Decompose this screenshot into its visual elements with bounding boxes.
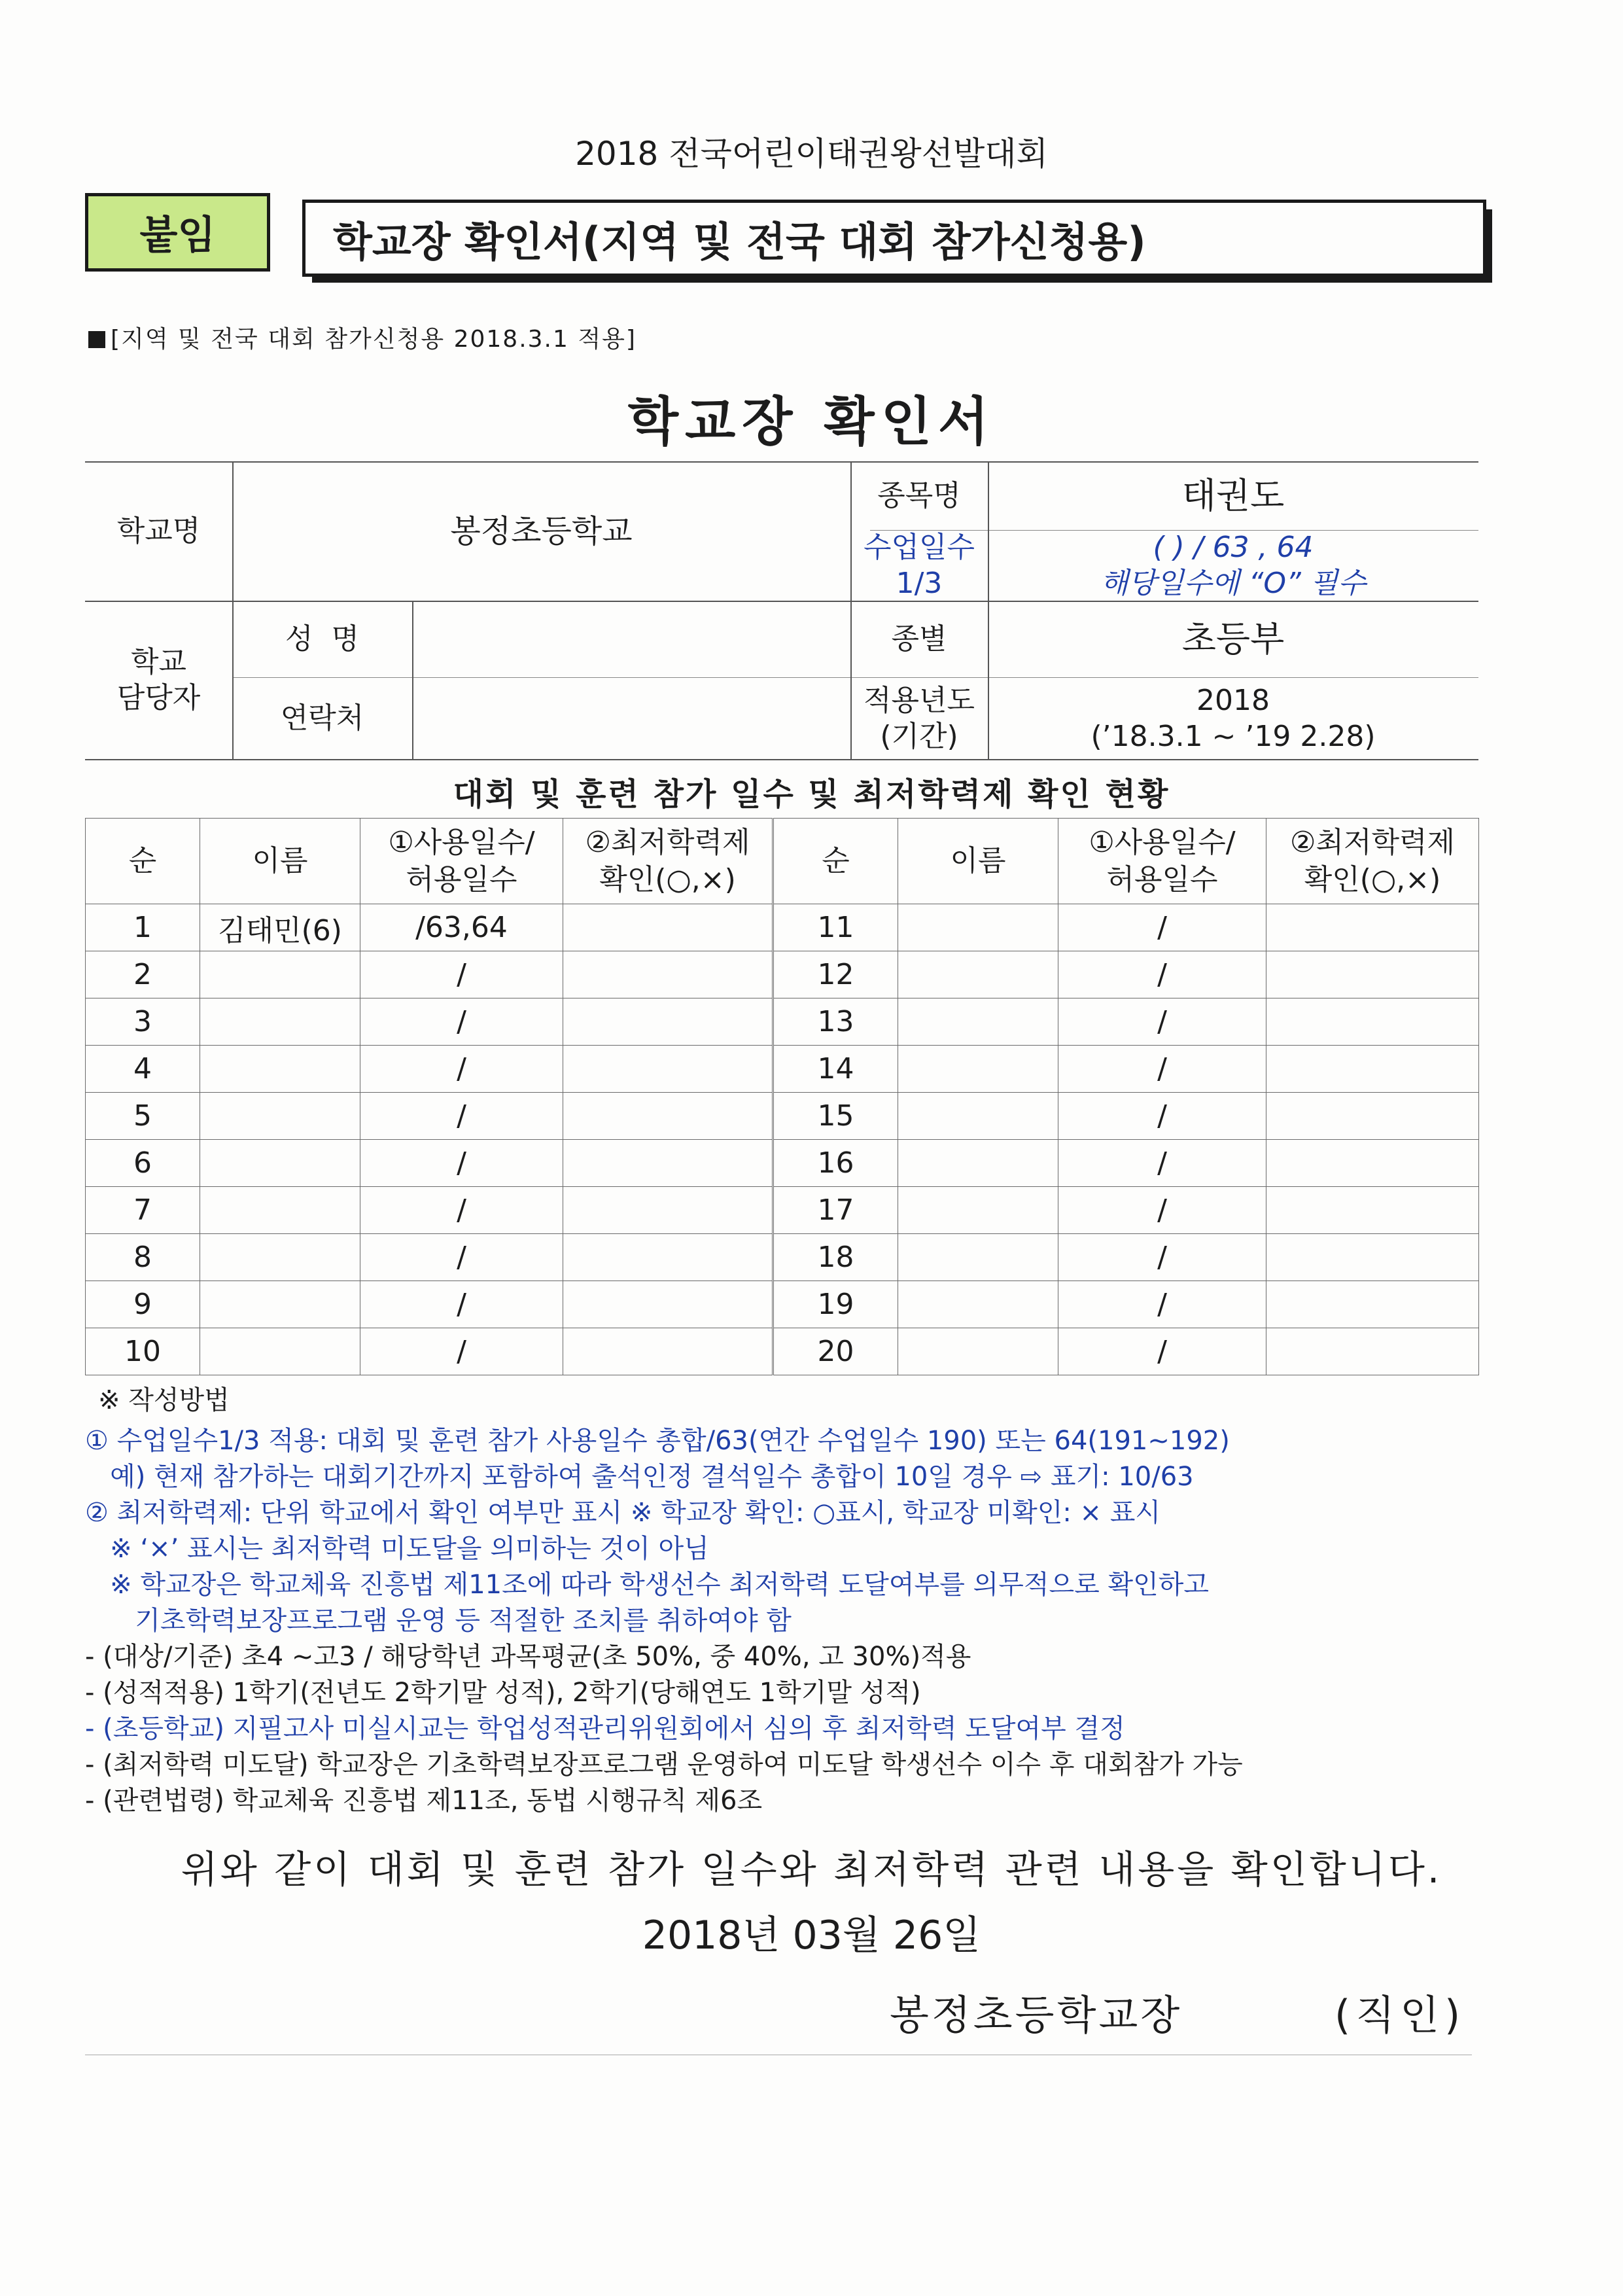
row-academic-check bbox=[1266, 951, 1479, 998]
school-value: 봉정초등학교 bbox=[450, 512, 633, 550]
header-days bbox=[1058, 819, 1266, 904]
row-academic-check bbox=[563, 1140, 773, 1187]
row-name bbox=[898, 904, 1058, 951]
document-title: 학교장 확인서 bbox=[627, 391, 996, 452]
applied-note-text: [지역 및 전국 대회 참가신청용 2018.3.1 적용] bbox=[111, 326, 637, 353]
info-border-bottom bbox=[85, 759, 1478, 760]
row-days: / bbox=[1058, 1234, 1266, 1281]
row-days: / bbox=[1058, 1140, 1266, 1187]
row-days: / bbox=[1058, 951, 1266, 998]
note-line: ① 수업일수1/3 적용: 대회 및 훈련 참가 사용일수 총합/63(연간 수업일수 190) 또는 64(191~192) bbox=[85, 1426, 1230, 1456]
row-name bbox=[200, 1093, 360, 1140]
staff-label-line2: 담당자 bbox=[116, 681, 201, 715]
row-name bbox=[200, 951, 360, 998]
row-number: 15 bbox=[774, 1093, 898, 1140]
row-number: 8 bbox=[86, 1234, 200, 1281]
table-row bbox=[774, 904, 1479, 951]
applied-note bbox=[88, 321, 637, 354]
section-title: 대회 및 훈련 참가 일수 및 최저학력제 확인 현황 bbox=[453, 776, 1170, 813]
header-days bbox=[360, 819, 563, 904]
table-row bbox=[86, 998, 773, 1046]
table-row bbox=[774, 1093, 1479, 1140]
row-name bbox=[200, 998, 360, 1046]
row-number: 18 bbox=[774, 1234, 898, 1281]
row-academic-check bbox=[1266, 1140, 1479, 1187]
confirmation-text: 위와 같이 대회 및 훈련 참가 일수와 최저학력 관련 내용을 확인합니다. bbox=[181, 1847, 1442, 1892]
row-number: 13 bbox=[774, 998, 898, 1046]
row-number: 4 bbox=[86, 1046, 200, 1093]
table-header-row bbox=[86, 819, 773, 904]
note-line: - (관련법령) 학교체육 진흥법 제11조, 동법 시행규칙 제6조 bbox=[85, 1786, 763, 1816]
row-days: / bbox=[360, 1281, 563, 1328]
row-academic-check bbox=[1266, 1234, 1479, 1281]
row-days: / bbox=[1058, 904, 1266, 951]
principal-name: 봉정초등학교장 bbox=[890, 1991, 1183, 2039]
row-number: 16 bbox=[774, 1140, 898, 1187]
row-number: 3 bbox=[86, 998, 200, 1046]
row-number: 7 bbox=[86, 1187, 200, 1234]
row-days: / bbox=[1058, 1328, 1266, 1375]
participation-table-right bbox=[773, 818, 1479, 1375]
row-number: 9 bbox=[86, 1281, 200, 1328]
row-days: / bbox=[1058, 1046, 1266, 1093]
table-row bbox=[774, 1187, 1479, 1234]
days-value-line2: 해당일수에 “O” 필수 bbox=[1100, 567, 1366, 600]
year-value-line2: (’18.3.1 ~ ’19 2.28) bbox=[1091, 719, 1376, 753]
sport-value: 태권도 bbox=[1181, 474, 1285, 516]
attachment-tag: 붙임 bbox=[85, 193, 270, 272]
row-academic-check bbox=[1266, 1046, 1479, 1093]
row-name bbox=[200, 1140, 360, 1187]
row-number: 12 bbox=[774, 951, 898, 998]
table-row bbox=[774, 1046, 1479, 1093]
note-line: ※ ‘×’ 표시는 최저학력 미도달을 의미하는 것이 아님 bbox=[85, 1534, 709, 1564]
year-label-line1: 적용년도 bbox=[863, 683, 975, 717]
header-name: 이름 bbox=[898, 819, 1058, 904]
row-number: 14 bbox=[774, 1046, 898, 1093]
row-academic-check bbox=[1266, 1281, 1479, 1328]
row-days: / bbox=[1058, 1093, 1266, 1140]
row-academic-check bbox=[563, 1234, 773, 1281]
row-number: 10 bbox=[86, 1328, 200, 1375]
name-value bbox=[412, 601, 850, 677]
sport-label: 종목명 bbox=[877, 479, 961, 512]
row-number: 11 bbox=[774, 904, 898, 951]
table-row bbox=[86, 1187, 773, 1234]
note-line: 예) 현재 참가하는 대회기간까지 포함하여 출석인정 결석일수 총합이 10일 경우 ⇨ 표기: 10/63 bbox=[85, 1462, 1194, 1492]
table-row bbox=[774, 1234, 1479, 1281]
form-title bbox=[302, 200, 1486, 277]
year-value bbox=[988, 677, 1478, 759]
days-value bbox=[988, 530, 1478, 601]
row-name bbox=[898, 1140, 1058, 1187]
table-header-row bbox=[774, 819, 1479, 904]
row-academic-check bbox=[563, 998, 773, 1046]
row-academic-check bbox=[1266, 998, 1479, 1046]
row-days: / bbox=[1058, 1281, 1266, 1328]
note-line: - (최저학력 미도달) 학교장은 기초학력보장프로그램 운영하여 미도달 학생선수 이수 후 대회참가 가능 bbox=[85, 1750, 1243, 1780]
note-line: - (초등학교) 지필고사 미실시교는 학업성적관리위원회에서 심의 후 최저학력 도달여부 결정 bbox=[85, 1714, 1125, 1744]
table-row bbox=[86, 1328, 773, 1375]
header-name: 이름 bbox=[200, 819, 360, 904]
table-row bbox=[774, 998, 1479, 1046]
row-name bbox=[898, 1234, 1058, 1281]
header-days-line1: ①사용일수/ bbox=[1089, 825, 1236, 859]
row-number: 2 bbox=[86, 951, 200, 998]
row-name bbox=[200, 1328, 360, 1375]
table-row bbox=[774, 1281, 1479, 1328]
row-number: 6 bbox=[86, 1140, 200, 1187]
header-academic-line1: ②최저학력제 bbox=[585, 825, 750, 859]
header-academic-line2: 확인(○,×) bbox=[599, 863, 736, 896]
row-days: / bbox=[360, 1328, 563, 1375]
row-days: /63,64 bbox=[360, 904, 563, 951]
row-days: / bbox=[1058, 1187, 1266, 1234]
row-days: / bbox=[360, 1187, 563, 1234]
days-label-line1: 수업일수 bbox=[863, 531, 975, 564]
row-academic-check bbox=[563, 1281, 773, 1328]
header-academic bbox=[563, 819, 773, 904]
notes-list bbox=[85, 1423, 1544, 1819]
table-row bbox=[774, 1328, 1479, 1375]
row-name bbox=[898, 998, 1058, 1046]
days-label-line2: 1/3 bbox=[896, 567, 943, 600]
year-label-line2: (기간) bbox=[880, 719, 958, 753]
table-row bbox=[86, 1093, 773, 1140]
row-academic-check bbox=[563, 1328, 773, 1375]
row-academic-check bbox=[1266, 1328, 1479, 1375]
row-academic-check bbox=[563, 1093, 773, 1140]
header-no: 순 bbox=[774, 819, 898, 904]
table-row bbox=[774, 951, 1479, 998]
form-title-text: 학교장 확인서(지역 및 전국 대회 참가신청용) bbox=[333, 217, 1146, 266]
row-academic-check bbox=[1266, 1093, 1479, 1140]
row-days: / bbox=[1058, 998, 1266, 1046]
row-academic-check bbox=[563, 1046, 773, 1093]
row-days: / bbox=[360, 998, 563, 1046]
header-days-line2: 허용일수 bbox=[1106, 863, 1218, 896]
header-days-line1: ①사용일수/ bbox=[388, 825, 535, 859]
event-title: 2018 전국어린이태권왕선발대회 bbox=[575, 135, 1048, 173]
note-line: - (성적적용) 1학기(전년도 2학기말 성적), 2학기(당해연도 1학기말 성적) bbox=[85, 1678, 921, 1708]
table-row bbox=[86, 1234, 773, 1281]
seal-label: (직인) bbox=[1335, 1991, 1466, 2039]
row-days: / bbox=[360, 1140, 563, 1187]
row-name bbox=[200, 1046, 360, 1093]
row-name bbox=[898, 1187, 1058, 1234]
row-name bbox=[200, 1281, 360, 1328]
row-academic-check bbox=[563, 1187, 773, 1234]
note-line: ※ 학교장은 학교체육 진흥법 제11조에 따라 학생선수 최저학력 도달여부를 의무적으로 확인하고 bbox=[85, 1570, 1210, 1600]
row-academic-check bbox=[1266, 1187, 1479, 1234]
row-name bbox=[200, 1234, 360, 1281]
table-row bbox=[86, 951, 773, 998]
note-line: ② 최저학력제: 단위 학교에서 확인 여부만 표시 ※ 학교장 확인: ○표시, 학교장 미확인: × 표시 bbox=[85, 1498, 1161, 1528]
year-label bbox=[850, 677, 988, 759]
row-days: / bbox=[360, 1046, 563, 1093]
row-academic-check bbox=[563, 951, 773, 998]
division-label: 종별 bbox=[891, 622, 947, 656]
note-line: - (대상/기준) 초4 ~고3 / 해당학년 과목평균(초 50%, 중 40%, 고 30%)적용 bbox=[85, 1642, 971, 1672]
row-name bbox=[898, 951, 1058, 998]
row-number: 20 bbox=[774, 1328, 898, 1375]
row-name bbox=[898, 1046, 1058, 1093]
row-number: 5 bbox=[86, 1093, 200, 1140]
header-days-line2: 허용일수 bbox=[406, 863, 517, 896]
issue-date: 2018년 03월 26일 bbox=[642, 1913, 981, 1958]
contact-label: 연락처 bbox=[280, 701, 364, 735]
table-row bbox=[86, 1281, 773, 1328]
row-name bbox=[200, 1187, 360, 1234]
square-bullet-icon bbox=[88, 331, 105, 348]
table-row bbox=[86, 904, 773, 951]
notes-heading: ※ 작성방법 bbox=[98, 1385, 230, 1415]
name-label: 성 명 bbox=[285, 622, 359, 656]
note-line: 기초학력보장프로그램 운영 등 적절한 조치를 취하여야 함 bbox=[85, 1606, 792, 1636]
table-row bbox=[774, 1140, 1479, 1187]
days-value-line1: ( ) / 63 , 64 bbox=[1153, 531, 1314, 564]
table-row bbox=[86, 1140, 773, 1187]
row-academic-check bbox=[1266, 904, 1479, 951]
table-row bbox=[86, 1046, 773, 1093]
row-number: 19 bbox=[774, 1281, 898, 1328]
days-label bbox=[850, 530, 988, 601]
row-name bbox=[898, 1093, 1058, 1140]
staff-label-line1: 학교 bbox=[130, 645, 186, 679]
row-academic-check bbox=[563, 904, 773, 951]
row-name: 김태민(6) bbox=[200, 904, 360, 951]
row-number: 1 bbox=[86, 904, 200, 951]
staff-label bbox=[85, 601, 232, 759]
division-value: 초등부 bbox=[1181, 618, 1285, 660]
participation-table-left bbox=[85, 818, 773, 1375]
row-name bbox=[898, 1328, 1058, 1375]
row-days: / bbox=[360, 1093, 563, 1140]
row-number: 17 bbox=[774, 1187, 898, 1234]
row-name bbox=[898, 1281, 1058, 1328]
school-label: 학교명 bbox=[116, 514, 201, 548]
year-value-line1: 2018 bbox=[1196, 683, 1270, 717]
header-academic-line1: ②최저학력제 bbox=[1290, 825, 1455, 859]
header-academic bbox=[1266, 819, 1479, 904]
header-academic-line2: 확인(○,×) bbox=[1304, 863, 1441, 896]
header-no: 순 bbox=[86, 819, 200, 904]
row-days: / bbox=[360, 1234, 563, 1281]
row-days: / bbox=[360, 951, 563, 998]
contact-value bbox=[412, 677, 850, 759]
